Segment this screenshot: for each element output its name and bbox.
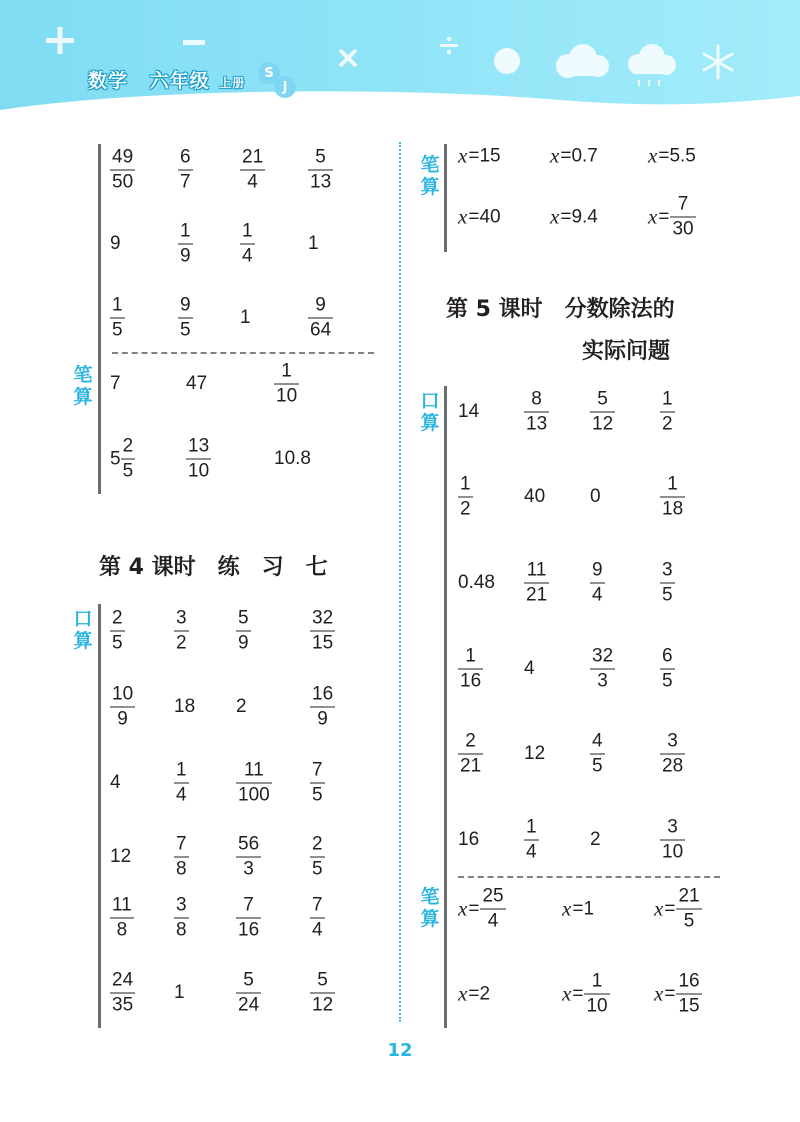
numerator: 13 (188, 435, 210, 457)
denominator: 9 (117, 708, 128, 730)
variable: x (458, 143, 468, 168)
equation (458, 982, 490, 1007)
answer-value: 2 (479, 983, 491, 1004)
left-written-bar (98, 144, 101, 494)
equation (458, 886, 506, 933)
answer-value: 1 (583, 898, 595, 919)
denominator: 4 (247, 171, 258, 193)
denominator: 64 (310, 319, 332, 341)
equation (562, 971, 610, 1018)
fraction (310, 684, 335, 731)
fraction (240, 147, 265, 194)
denominator: 50 (112, 171, 134, 193)
fraction (310, 760, 325, 807)
variable: x (550, 143, 560, 168)
equation (648, 144, 696, 169)
equals-sign: = (658, 145, 670, 166)
fraction (310, 970, 335, 1017)
fraction (110, 295, 125, 342)
answer-value: 10.8 (274, 448, 311, 469)
fraction (660, 817, 685, 864)
denominator: 5 (683, 910, 695, 932)
denominator: 5 (592, 755, 603, 777)
denominator: 13 (310, 171, 332, 193)
numerator: 1 (662, 388, 673, 410)
right-bar (444, 386, 447, 1028)
answer-value: 47 (186, 373, 208, 394)
numerator: 32 (592, 645, 614, 667)
denominator: 5 (122, 460, 134, 482)
fraction (590, 560, 605, 607)
fraction (174, 608, 189, 655)
fraction (240, 221, 255, 268)
fraction (236, 970, 261, 1017)
equation (458, 144, 501, 169)
lesson5-subtitle: 实际问题 (582, 339, 671, 364)
numerator: 11 (243, 759, 264, 781)
fraction (458, 646, 483, 693)
numerator: 7 (312, 894, 323, 916)
equation (550, 205, 598, 230)
variable: x (654, 981, 664, 1006)
numerator: 3 (176, 607, 187, 629)
numerator: 2 (112, 607, 123, 629)
written-calc-label-top: 笔算 (420, 154, 440, 198)
denominator: 21 (526, 584, 548, 606)
denominator: 4 (487, 910, 499, 932)
fraction (121, 436, 136, 483)
denominator: 9 (180, 245, 191, 267)
publisher-badge-s: S (258, 62, 280, 84)
answer-value: 14 (458, 401, 480, 422)
fraction (174, 834, 189, 881)
numerator: 1 (281, 360, 292, 382)
numerator: 2 (312, 833, 323, 855)
fraction (590, 389, 615, 436)
fraction (274, 361, 299, 408)
fraction (236, 760, 272, 807)
equation (562, 897, 594, 922)
fraction (310, 895, 325, 942)
answer-value: 0.7 (571, 145, 598, 166)
answer-value: 40 (479, 206, 501, 227)
variable: x (458, 204, 468, 229)
denominator: 24 (238, 994, 260, 1016)
fraction (660, 474, 685, 521)
header-background (0, 0, 800, 122)
equals-sign: = (560, 145, 572, 166)
numerator: 32 (312, 607, 334, 629)
right-divider (458, 876, 720, 878)
denominator: 12 (312, 994, 334, 1016)
lesson5-title: 第 5 课时 分数除法的 (446, 297, 675, 322)
denominator: 28 (662, 755, 684, 777)
answer-value: 4 (110, 772, 121, 793)
denominator: 10 (662, 841, 684, 863)
numerator: 49 (112, 146, 134, 168)
answer-value: 5.5 (669, 145, 696, 166)
numerator: 56 (238, 833, 260, 855)
variable: x (654, 896, 664, 921)
numerator: 1 (180, 220, 191, 242)
sun-icon (494, 48, 520, 74)
volume-label: 上册 (219, 76, 246, 90)
numerator: 7 (243, 894, 254, 916)
left-divider (112, 352, 374, 354)
numerator: 5 (597, 388, 608, 410)
numerator: 5 (238, 607, 249, 629)
mixed-number (110, 436, 135, 483)
denominator: 4 (526, 841, 537, 863)
variable: x (648, 204, 658, 229)
answer-value: 12 (110, 846, 132, 867)
answer-value: 2 (236, 696, 247, 717)
denominator: 18 (662, 498, 684, 520)
fraction (110, 608, 125, 655)
equals-sign: = (572, 898, 584, 919)
answer-value: 15 (479, 145, 501, 166)
numerator: 7 (312, 759, 323, 781)
denominator: 16 (238, 919, 260, 941)
equals-sign: = (468, 206, 480, 227)
answer-value: 16 (458, 829, 480, 850)
variable: x (562, 896, 572, 921)
denominator: 5 (112, 319, 123, 341)
publisher-badge-j: J (274, 76, 296, 98)
fraction (676, 886, 701, 933)
denominator: 21 (460, 755, 482, 777)
fraction (308, 295, 333, 342)
numerator: 1 (591, 970, 603, 992)
equals-sign: = (572, 983, 584, 1004)
subject-label: 数学 (88, 70, 129, 92)
fraction (660, 646, 675, 693)
numerator: 5 (317, 969, 328, 991)
answer-value: 12 (524, 743, 546, 764)
answer-value: 40 (524, 486, 546, 507)
lesson4-title: 第 4 课时 练 习 七 (99, 555, 328, 580)
variable: x (648, 143, 658, 168)
denominator: 4 (242, 245, 253, 267)
variable: x (458, 981, 468, 1006)
denominator: 4 (592, 584, 603, 606)
numerator: 1 (112, 294, 123, 316)
fraction (660, 389, 675, 436)
answer-value: 9.4 (571, 206, 598, 227)
numerator: 3 (667, 730, 678, 752)
left-mental-bar (98, 604, 101, 1028)
denominator: 12 (592, 413, 614, 435)
fraction (480, 886, 505, 933)
denominator: 2 (662, 413, 673, 435)
fraction (310, 834, 325, 881)
fraction (236, 834, 261, 881)
numerator: 1 (526, 816, 537, 838)
denominator: 8 (176, 919, 187, 941)
fraction (178, 147, 193, 194)
column-separator (399, 142, 401, 1022)
numerator: 2 (465, 730, 476, 752)
answer-value: 1 (174, 982, 185, 1003)
fraction (110, 970, 135, 1017)
equals-sign: = (560, 206, 572, 227)
denominator: 10 (586, 995, 608, 1017)
numerator: 10 (112, 683, 134, 705)
fraction (670, 194, 695, 241)
fraction (458, 474, 473, 521)
whole-part: 5 (110, 448, 121, 469)
denominator: 13 (526, 413, 548, 435)
fraction (174, 760, 189, 807)
equals-sign: = (468, 145, 480, 166)
numerator: 1 (460, 473, 471, 495)
numerator: 6 (180, 146, 191, 168)
denominator: 5 (312, 784, 323, 806)
denominator: 2 (460, 498, 471, 520)
fraction (174, 895, 189, 942)
fraction (458, 731, 483, 778)
fraction (236, 608, 251, 655)
equation (458, 205, 501, 230)
denominator: 5 (312, 858, 323, 880)
denominator: 30 (672, 218, 694, 240)
denominator: 16 (460, 670, 482, 692)
answer-value: 0.48 (458, 572, 495, 593)
fraction (110, 895, 134, 942)
fraction (178, 295, 193, 342)
fraction (590, 731, 605, 778)
numerator: 1 (242, 220, 253, 242)
denominator: 9 (238, 632, 249, 654)
numerator: 1 (465, 645, 476, 667)
mental-calc-label-right: 口算 (420, 390, 440, 434)
variable: x (562, 981, 572, 1006)
numerator: 3 (667, 816, 678, 838)
book-title (88, 66, 245, 93)
numerator: 21 (242, 146, 264, 168)
numerator: 2 (122, 435, 134, 457)
numerator: 3 (176, 894, 187, 916)
right-top-bar (444, 144, 447, 252)
answer-value: 1 (308, 233, 319, 254)
numerator: 4 (592, 730, 603, 752)
numerator: 9 (180, 294, 191, 316)
denominator: 10 (188, 460, 210, 482)
numerator: 25 (482, 885, 504, 907)
variable: x (550, 204, 560, 229)
denominator: 5 (662, 670, 673, 692)
answer-value: 2 (590, 829, 601, 850)
numerator: 5 (315, 146, 326, 168)
denominator: 8 (116, 919, 128, 941)
numerator: 3 (662, 559, 673, 581)
numerator: 1 (667, 473, 678, 495)
numerator: 21 (678, 885, 700, 907)
equation (550, 144, 598, 169)
written-calc-label: 笔算 (73, 364, 93, 408)
equation (654, 971, 702, 1018)
answer-value: 0 (590, 486, 601, 507)
answer-value: 18 (174, 696, 196, 717)
numerator: 5 (243, 969, 254, 991)
fraction (310, 608, 335, 655)
equals-sign: = (658, 206, 670, 227)
answer-value: 1 (240, 307, 251, 328)
numerator: 6 (662, 645, 673, 667)
denominator: 10 (276, 385, 298, 407)
denominator: 9 (317, 708, 328, 730)
denominator: 3 (597, 670, 608, 692)
fraction (590, 646, 615, 693)
numerator: 16 (312, 683, 334, 705)
denominator: 5 (180, 319, 191, 341)
fraction (676, 971, 701, 1018)
numerator: 16 (678, 970, 700, 992)
mental-calc-label: 口算 (73, 608, 93, 652)
fraction (308, 147, 333, 194)
denominator: 35 (112, 994, 134, 1016)
fraction (524, 560, 549, 607)
equation (648, 194, 696, 241)
equals-sign: = (664, 898, 676, 919)
numerator: 11 (526, 559, 547, 581)
numerator: 9 (315, 294, 326, 316)
numerator: 9 (592, 559, 603, 581)
equation (654, 886, 702, 933)
denominator: 15 (312, 632, 334, 654)
denominator: 2 (176, 632, 187, 654)
grade-label: 六年级 (149, 70, 210, 92)
numerator: 1 (176, 759, 187, 781)
numerator: 24 (112, 969, 134, 991)
fraction (110, 147, 135, 194)
denominator: 5 (662, 584, 673, 606)
denominator: 4 (176, 784, 187, 806)
denominator: 15 (678, 995, 700, 1017)
variable: x (458, 896, 468, 921)
fraction (584, 971, 609, 1018)
denominator: 4 (312, 919, 323, 941)
equals-sign: = (664, 983, 676, 1004)
equals-sign: = (468, 898, 480, 919)
fraction (186, 436, 211, 483)
page-number: 12 (387, 1040, 413, 1061)
answer-value: 7 (110, 373, 121, 394)
answer-value: 4 (524, 658, 535, 679)
fraction (178, 221, 193, 268)
denominator: 8 (176, 858, 187, 880)
numerator: 11 (112, 894, 132, 916)
fraction (524, 389, 549, 436)
numerator: 7 (677, 193, 689, 215)
fraction (236, 895, 261, 942)
numerator: 8 (531, 388, 542, 410)
written-calc-label-right: 笔算 (420, 886, 440, 930)
denominator: 3 (243, 858, 254, 880)
numerator: 7 (176, 833, 187, 855)
minus-icon (183, 40, 205, 45)
denominator: 100 (238, 784, 270, 806)
equals-sign: = (468, 983, 480, 1004)
fraction (660, 731, 685, 778)
fraction (110, 684, 135, 731)
fraction (524, 817, 539, 864)
denominator: 5 (112, 632, 123, 654)
page-header (0, 0, 800, 122)
denominator: 7 (180, 171, 191, 193)
fraction (660, 560, 675, 607)
answer-value: 9 (110, 233, 121, 254)
